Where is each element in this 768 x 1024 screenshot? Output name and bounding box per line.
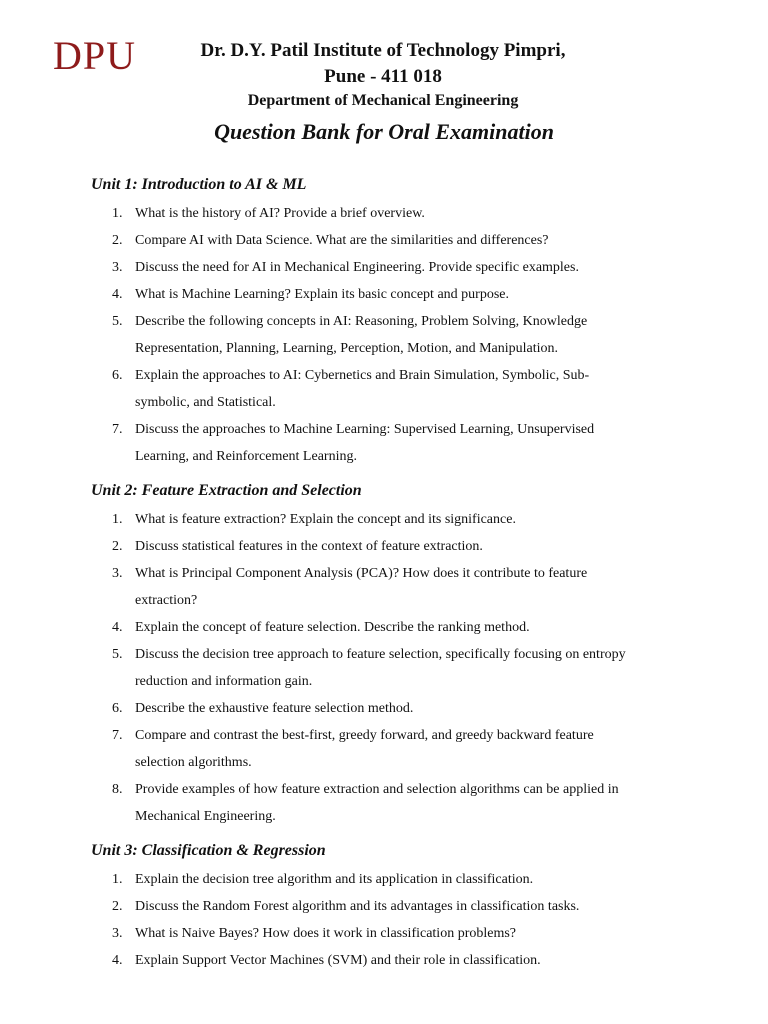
question-text-line: What is feature extraction? Explain the concept and its significance. [135,512,516,527]
question-list [91,506,691,830]
question-number: 1. [112,206,123,221]
question-item [91,947,691,974]
institute-city: Pune - 411 018 [324,66,442,87]
question-list [91,866,691,974]
question-text-line: Provide examples of how feature extraction and selection algorithms can be applied in [135,782,619,797]
department-name: Department of Mechanical Engineering [247,92,519,109]
question-text-line: Describe the following concepts in AI: Reasoning, Problem Solving, Knowledge [135,314,588,329]
question-item [91,254,691,281]
question-text-line: Discuss the decision tree approach to feature selection, specifically focusing on entropy [135,647,626,662]
question-number: 6. [112,701,123,716]
question-text-line: Discuss the Random Forest algorithm and its advantages in classification tasks. [135,899,580,914]
question-text-line: Learning, and Reinforcement Learning. [135,449,357,464]
question-text-line: selection algorithms. [135,755,252,770]
question-number: 7. [112,422,123,437]
question-text-line: Explain the decision tree algorithm and its application in classification. [135,872,534,887]
dpu-logo: DPU [53,33,137,78]
question-item [91,308,691,362]
question-number: 2. [112,899,123,914]
question-bank [91,170,691,980]
question-text-line: Discuss the need for AI in Mechanical Engineering. Provide specific examples. [135,260,579,275]
question-number: 4. [112,287,123,302]
institute-name: Dr. D.Y. Patil Institute of Technology Pimpri, [200,40,566,61]
question-item [91,506,691,533]
question-item [91,695,691,722]
question-number: 5. [112,314,123,329]
institute-header [150,38,616,111]
question-text-line: Explain Support Vector Machines (SVM) and their role in classification. [135,953,541,968]
question-item [91,362,691,416]
question-item [91,641,691,695]
question-text-line: What is Naive Bayes? How does it work in classification problems? [135,926,517,941]
question-number: 6. [112,368,123,383]
question-text-line: What is the history of AI? Provide a brief overview. [135,206,425,221]
question-item [91,920,691,947]
unit-title: Unit 2: Feature Extraction and Selection [91,482,362,499]
question-number: 2. [112,539,123,554]
question-item [91,560,691,614]
question-number: 3. [112,566,123,581]
question-item [91,893,691,920]
question-item [91,533,691,560]
question-text-line: Discuss the approaches to Machine Learning: Supervised Learning, Unsupervised [135,422,595,437]
question-text-line: Discuss statistical features in the context of feature extraction. [135,539,483,554]
unit-title: Unit 1: Introduction to AI & ML [91,176,307,193]
question-text-line: reduction and information gain. [135,674,313,689]
question-number: 1. [112,512,123,527]
question-text-line: extraction? [135,593,198,608]
question-number: 4. [112,620,123,635]
question-number: 4. [112,953,123,968]
question-text-line: What is Machine Learning? Explain its basic concept and purpose. [135,287,509,302]
question-item [91,776,691,830]
question-item [91,866,691,893]
unit-title: Unit 3: Classification & Regression [91,842,326,859]
question-number: 5. [112,647,123,662]
document-title: Question Bank for Oral Examination [214,119,554,144]
question-text-line: symbolic, and Statistical. [135,395,276,410]
question-number: 3. [112,926,123,941]
question-item [91,722,691,776]
question-text-line: Representation, Planning, Learning, Perception, Motion, and Manipulation. [135,341,559,356]
question-number: 7. [112,728,123,743]
question-item [91,614,691,641]
question-text-line: Mechanical Engineering. [135,809,276,824]
question-text-line: Explain the approaches to AI: Cybernetics and Brain Simulation, Symbolic, Sub- [135,368,590,383]
question-text-line: Compare AI with Data Science. What are the similarities and differences? [135,233,549,248]
question-number: 2. [112,233,123,248]
question-item [91,416,691,470]
question-text-line: Describe the exhaustive feature selection method. [135,701,414,716]
question-number: 1. [112,872,123,887]
question-list [91,200,691,470]
question-number: 3. [112,260,123,275]
question-number: 8. [112,782,123,797]
question-item [91,281,691,308]
question-item [91,227,691,254]
question-text-line: What is Principal Component Analysis (PCA)? How does it contribute to feature [135,566,588,581]
question-text-line: Compare and contrast the best-first, greedy forward, and greedy backward feature [135,728,594,743]
question-text-line: Explain the concept of feature selection. Describe the ranking method. [135,620,530,635]
question-item [91,200,691,227]
